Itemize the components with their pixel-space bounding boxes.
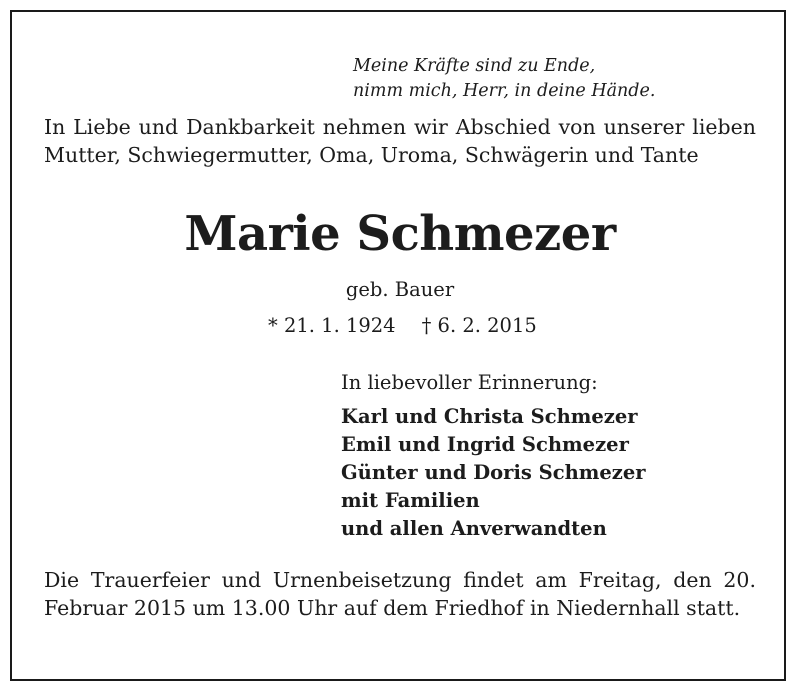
life-dates	[268, 312, 537, 340]
motto-line: Meine Kräfte sind zu Ende,	[353, 56, 596, 76]
mourners-list	[341, 403, 646, 543]
birth-date: * 21. 1. 1924	[268, 314, 396, 337]
mourner-entry: Karl und Christa Schmezer	[341, 405, 638, 428]
ceremony-paragraph: Die Trauerfeier und Urnenbeisetzung findet am Freitag, den 20. Februar 2015 um 13.00 Uhr auf dem Friedhof in Niedernhall statt.	[44, 568, 756, 620]
deceased-name: Marie Schmezer	[184, 206, 616, 262]
maiden-name: geb. Bauer	[345, 278, 455, 301]
mourner-entry: und allen Anverwandten	[341, 517, 607, 540]
mourner-entry: Emil und Ingrid Schmezer	[341, 433, 629, 456]
mourner-entry: Günter und Doris Schmezer	[341, 461, 646, 484]
death-date: † 6. 2. 2015	[421, 314, 537, 337]
mourner-entry: mit Familien	[341, 489, 480, 512]
intro-paragraph: In Liebe und Dankbarkeit nehmen wir Abschied von unserer lieben Mutter, Schwiegermutter, Oma, Uroma, Schwägerin und Tante	[44, 115, 756, 167]
remembrance-intro: In liebevoller Erinnerung:	[341, 371, 598, 394]
motto-line: nimm mich, Herr, in deine Hände.	[353, 81, 656, 101]
motto-verse	[353, 54, 655, 104]
